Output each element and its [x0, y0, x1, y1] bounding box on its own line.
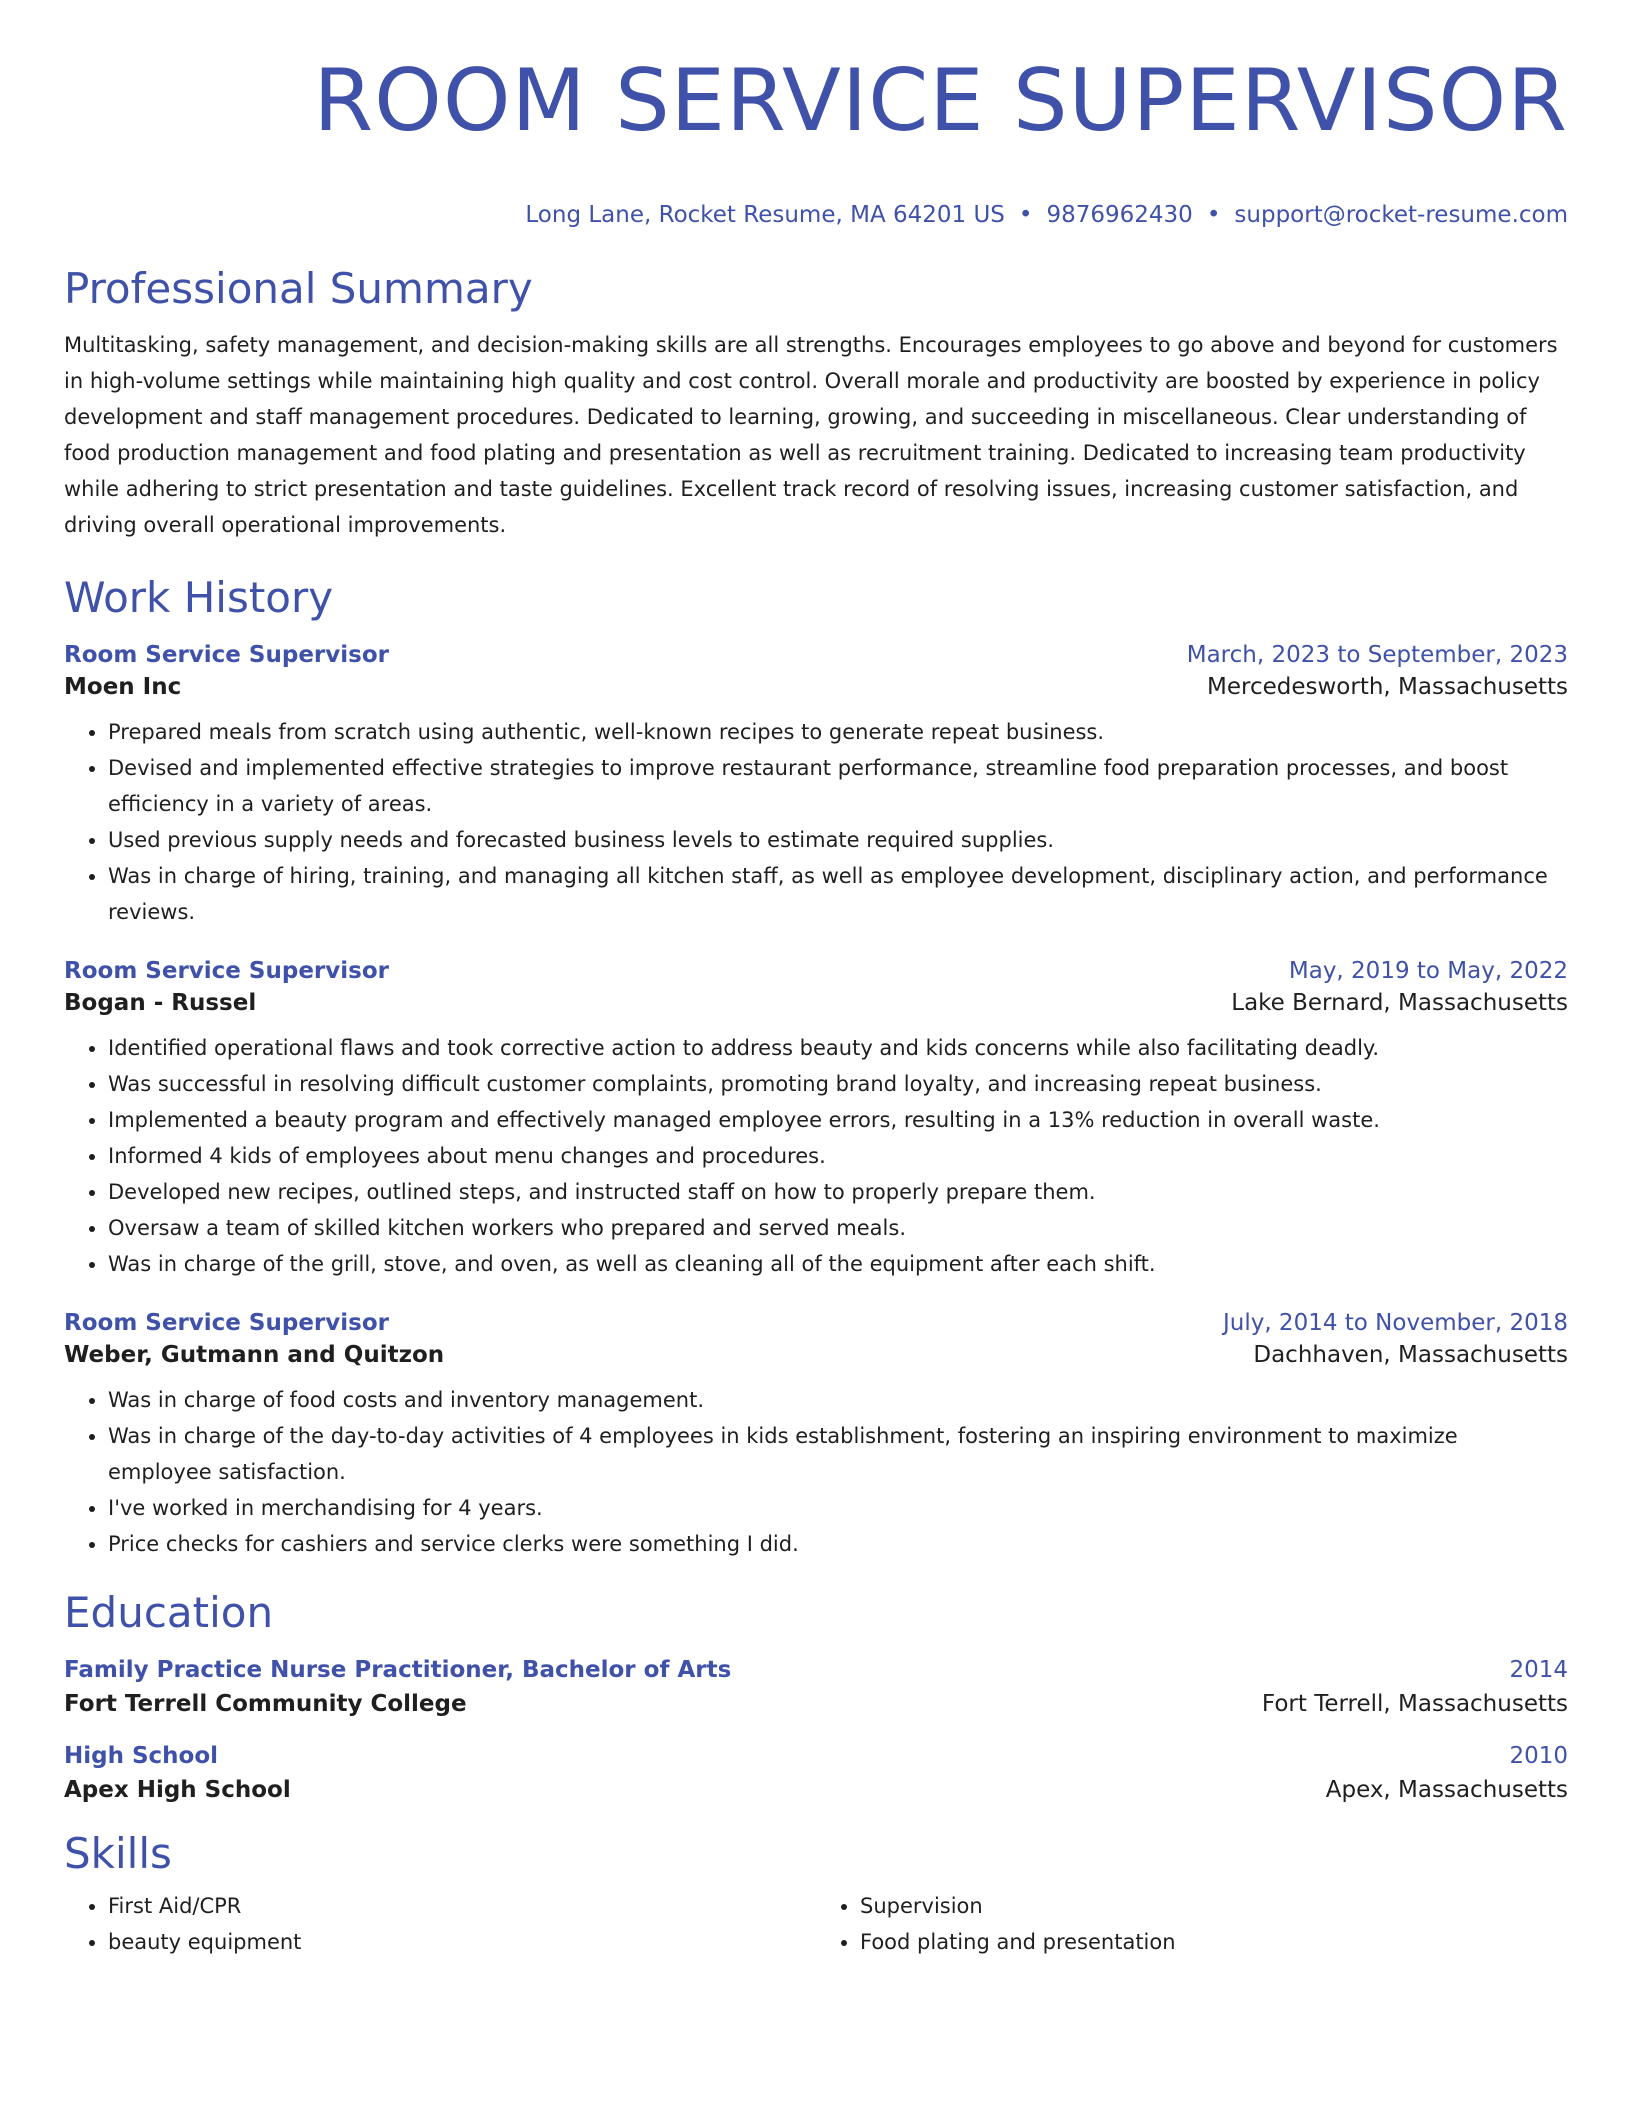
- job-entry: [64, 1310, 1568, 1562]
- job-bullet: • Implemented a beauty program and effectively managed employee errors, resulting in a 13% reduction in overall waste.: [108, 1102, 1568, 1138]
- contact-address: Long Lane, Rocket Resume, MA 64201 US: [525, 201, 1005, 228]
- job-bullet: • Devised and implemented effective strategies to improve restaurant performance, streamline food preparation processes, and boost efficiency in a variety of areas.: [108, 750, 1568, 822]
- job-bullet: • Was in charge of food costs and inventory management.: [108, 1382, 1568, 1418]
- job-bullet: • Was successful in resolving difficult customer complaints, promoting brand loyalty, and increasing repeat business.: [108, 1066, 1568, 1102]
- skill-item: • beauty equipment: [108, 1924, 816, 1960]
- job-subheader: [64, 1342, 1568, 1368]
- education-header: [64, 1657, 1568, 1683]
- education-degree: High School: [64, 1742, 219, 1769]
- job-entry: [64, 642, 1568, 930]
- job-bullet: • Was in charge of the grill, stove, and oven, as well as cleaning all of the equipment after each shift.: [108, 1246, 1568, 1282]
- job-subheader: [64, 674, 1568, 700]
- job-title: Room Service Supervisor: [64, 957, 389, 984]
- job-bullet: • Developed new recipes, outlined steps, and instructed staff on how to properly prepare them.: [108, 1174, 1568, 1210]
- education-subheader: [64, 1691, 1568, 1717]
- education-location: Apex, Massachusetts: [1325, 1776, 1568, 1803]
- job-bullet: • Used previous supply needs and forecasted business levels to estimate required supplies.: [108, 822, 1568, 858]
- resume-page: [64, 0, 1568, 1960]
- job-bullet: • Informed 4 kids of employees about menu changes and procedures.: [108, 1138, 1568, 1174]
- skills-columns: [64, 1888, 1568, 1960]
- education-heading: Education: [64, 1587, 274, 1637]
- job-bullet: • Identified operational flaws and took corrective action to address beauty and kids concerns while also facilitating deadly.: [108, 1030, 1568, 1066]
- education-school: Apex High School: [64, 1776, 291, 1803]
- contact-separator: •: [1206, 201, 1221, 228]
- skill-item: • Food plating and presentation: [860, 1924, 1568, 1960]
- job-header: [64, 642, 1568, 668]
- education-year: 2010: [1509, 1742, 1568, 1769]
- skills-section: [64, 1829, 1568, 1960]
- job-bullet: • Was in charge of hiring, training, and managing all kitchen staff, as well as employee development, disciplinary action, and performance reviews.: [108, 858, 1568, 930]
- education-entry: [64, 1657, 1568, 1717]
- job-title: Room Service Supervisor: [64, 641, 389, 668]
- job-header: [64, 1310, 1568, 1336]
- job-header: [64, 958, 1568, 984]
- job-company: Moen Inc: [64, 673, 182, 700]
- job-location: Mercedesworth, Massachusetts: [1207, 673, 1568, 700]
- skills-heading: Skills: [64, 1828, 172, 1878]
- education-section: [64, 1588, 1568, 1803]
- summary-heading: Professional Summary: [64, 263, 533, 313]
- skill-item: • First Aid/CPR: [108, 1888, 816, 1924]
- education-entry: [64, 1743, 1568, 1803]
- education-year: 2014: [1509, 1656, 1568, 1683]
- job-company: Weber, Gutmann and Quitzon: [64, 1341, 445, 1368]
- education-school: Fort Terrell Community College: [64, 1690, 467, 1717]
- education-location: Fort Terrell, Massachusetts: [1261, 1690, 1568, 1717]
- work-history-heading: Work History: [64, 572, 334, 622]
- job-bullet: • Was in charge of the day-to-day activities of 4 employees in kids establishment, fostering an inspiring environment to maximize employee satisfaction.: [108, 1418, 1568, 1490]
- education-degree: Family Practice Nurse Practitioner, Bachelor of Arts: [64, 1656, 732, 1683]
- job-dates: March, 2023 to September, 2023: [1186, 641, 1568, 668]
- contact-separator: •: [1018, 201, 1033, 228]
- contact-email: support@rocket-resume.com: [1234, 201, 1568, 228]
- education-subheader: [64, 1777, 1568, 1803]
- job-location: Lake Bernard, Massachusetts: [1231, 989, 1568, 1016]
- job-bullets: [64, 1030, 1568, 1282]
- job-dates: May, 2019 to May, 2022: [1288, 957, 1568, 984]
- job-bullet: • Price checks for cashiers and service clerks were something I did.: [108, 1526, 1568, 1562]
- job-title: Room Service Supervisor: [64, 1309, 389, 1336]
- job-location: Dachhaven, Massachusetts: [1253, 1341, 1568, 1368]
- skills-list-right: [816, 1888, 1568, 1960]
- job-bullet: • I've worked in merchandising for 4 years.: [108, 1490, 1568, 1526]
- education-header: [64, 1743, 1568, 1769]
- job-bullets: [64, 1382, 1568, 1562]
- resume-title: ROOM SERVICE SUPERVISOR: [313, 51, 1568, 151]
- summary-section: [64, 264, 1568, 543]
- job-subheader: [64, 990, 1568, 1016]
- job-company: Bogan - Russel: [64, 989, 257, 1016]
- summary-text: Multitasking, safety management, and decision-making skills are all strengths. Encourages employees to go above and beyond for customers in high-volume settings while maintaining high quality and cost control. Overall morale and productivity are boosted by experience in policy development and staff management procedures. Dedicated to learning, growing, and succeeding in miscellaneous. Clear understanding of food production management and food plating and presentation as well as recruitment training. Dedicated to increasing team productivity while adhering to strict presentation and taste guidelines. Excellent track record of resolving issues, increasing customer satisfaction, and driving overall operational improvements.: [64, 332, 1558, 537]
- work-history-section: [64, 573, 1568, 1562]
- skills-list-left: [64, 1888, 816, 1960]
- contact-line: [64, 202, 1568, 228]
- job-bullet: • Prepared meals from scratch using authentic, well-known recipes to generate repeat business.: [108, 714, 1568, 750]
- contact-phone: 9876962430: [1046, 201, 1193, 228]
- job-dates: July, 2014 to November, 2018: [1222, 1309, 1568, 1336]
- skill-item: • Supervision: [860, 1888, 1568, 1924]
- job-bullets: [64, 714, 1568, 930]
- job-bullet: • Oversaw a team of skilled kitchen workers who prepared and served meals.: [108, 1210, 1568, 1246]
- job-entry: [64, 958, 1568, 1282]
